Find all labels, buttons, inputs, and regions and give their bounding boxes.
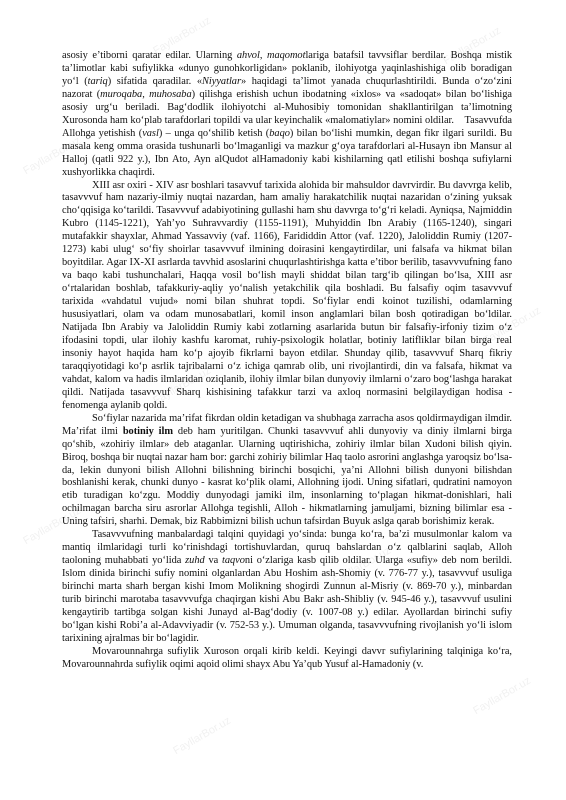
paragraph: asosiy e’tiborni qaratar edilar. Ularning ahvol, maqomotlariga batafsil tavvsiflar berdilar. Boshqa mistik ta’limotlar kabi sufiylikka «dunyo gunohkorligidan» poklanib, ilohiyotga yaqinlashishiga olib boradigan yo‘l (tariq) sifatida qaradilar. «Niyyatlar» haqidagi ta’limot yanada chuqurlashtirildi. Bunda o‘zo‘zini nazorat (muroqaba, muhosaba) qilishga erishish uchun ibodatning «ixlos» va «sadoqat» bilan bo‘lishiga asosiy urg‘u beriladi. Bag‘dodlik ilohiyotchi al-Muhosibiy tomonidan shakllantirilgan ta’limotning Xurosonda ham ko‘plab tarafdorlari topildi va ular keyinchalik «malomatiylar» nomini oldilar. Tasavvufda Allohga yetishish (vasl) – unga qo‘shilib ketish (baqo) bilan bo‘lishi mumkin, degan fikr ilgari surildi. Bu masala keng omma orasida tushunarli bo‘lmaganligi va mazkur g‘oya tarafdorlari al-Husayn ibn Mansur al Halloj (qatli 922 y.), Ibn Ato, Ayn alQudot alHamadoniy kabi kishilarning qatl etilishi boshqa sufiylarni xushyorlikka chaqirdi. <box>62 50 513 178</box>
paragraph: XIII asr oxiri - XIV asr boshlari tasavvuf tarixida alohida bir mahsuldor davrvirdir. Bu davvrga kelib, tasavvvuf ham nazariy-ilmiy nuqtai nazardan, ham amaliy harakatchilik nuqtai nazaridan o‘zining yuksak cho‘qqisiga ko‘tarildi. Tasavvvuf adabiyotining gullashi ham shu davvrga to‘g‘ri keladi. Ayniqsa, Najmiddin Kubro (1145-1221), Yah’yo Suhravvardiy (1155-1191), Muhyiddin Ibn Arabiy (1165-1240), singari mutafakkir shayxlar, Ahmad Yassavviy (vaf. 1166), Farididdin Attor (vaf. 1220), Jaloliddin Rumiy (1207-1273) kabi ulug‘ so‘fiy shoirlar tasavvvuf ilmining doirasini kengaytirdilar, uni falsafa va hikmat bilan boyitdilar. Agar IX-XI asrlarda tavvhid asoslarini chuqurlashtirishga katta e’tibor berilib, tasavvvufning fano va baqo kabi tushunchalari, Haqqa vosil bo‘lish mayli shiddat bilan targ‘ib qilingan bo‘lsa, XIII asr o‘rtalaridan boshlab, tafakkuriy-aqliy yo‘nalish yetakchilik qila boshladi. Bu falsafiy oqim tasavvvuf tarixida «vahdatul vujud» nomi bilan shuhrat topdi. So‘fiylar endi koinot tuzilishi, odamlarning hususiyatlari, olam va odam munosabatlari, komil inson anglamlari bilan bosh qotiradigan bo‘ldilar. Natijada Ibn Arabiy va Jaloliddin Rumiy kabi zotlarning asarlarida butun bir falsafiy-irfoniy tizim o‘z ifodasini topdi, ular ilohiy kashfu karomat, ruhiy-psixologik holatlar, botiniy latifliklar bilan birga real insoniy hayot haqida ham ko‘p ajoyib fikrlarni bayon etdilar. Shunday qilib, tasavvvuf Sharq fikriy taraqqiyotidagi ko‘p asrlik tajribalarni o‘z ichiga qamrab olib, uni rivojlantirdi, din va falsafa, hikmat va vahdat, kalom va hadis ilmlaridan oziqlanib, ilohiy ilmlar bilan dunyoviy ilmlarni o‘zaro bog‘lashga harakat qildi. Natijada tasavvvuf Sharq kishisining tafakkur tarzi va axloq normasini belgilaydigan hodisa - fenomenga aylanib qoldi. <box>62 179 512 411</box>
watermark: FayllarBor.uz <box>301 184 363 228</box>
watermark: FayllarBor.uz <box>151 364 213 408</box>
watermark: FayllarBor.uz <box>441 24 503 68</box>
paragraph: Movarounnahrga sufiylik Xuroson orqali kirib keldi. Keyingi davvr sufiylarining talqiniga ko‘ra, Movarounnahrda sufiylik oqimi aqoid olimi shayx Abu Ya’qub Yusuf al-Hamadoniy (v. <box>62 645 512 670</box>
watermark: FayllarBor.uz <box>481 304 543 348</box>
watermark: FayllarBor.uz <box>331 544 393 588</box>
watermark: FayllarBor.uz <box>21 134 83 178</box>
watermark: FayllarBor.uz <box>171 714 233 758</box>
watermark: FayllarBor.uz <box>151 14 213 58</box>
paragraph: Tasavvvufning manbalardagi talqini quyidagi yo‘sinda: bunga ko‘ra, ba’zi musulmonlar kalom va mantiq ilmlaridagi turli ko‘rinishdagi tortishuvlardan, quruq bahslardan o‘z qalblarini saqlab, Alloh taoloning muhabbati yo‘lida zuhd va taqvoni o‘zlariga kasb qilib oldilar. Ularga «sufiy» deb nom berildi. Islom dinida birinchi sufiy nomini olganlardan Abu Hoshim ash-Shomiy (v. 776-77 y.), tasavvvuf usuliga birinchi marta sharh bergan kishi Imom Molikning shogirdi Zunnun al-Misriy (v. 869-70 y.), minbardan turib birinchi marotaba tasavvvufga chaqirgan kishi Abu Bakr ash-Shibliy (v. 945-46 y.), tasavvvuf usulini kengaytirib tartibga solgan kishi Junayd al-Bag‘dodiy (v. 1007-08 y.) edilar. Ayollardan birinchi sufiy bo‘lgan kishi Robi’a al-Adavviyadir (v. 752-53 y.). Umuman olganda, tasavvvufning rivojlanish yo‘li islom tarixining ajralmas bir bo‘lagidir. <box>62 529 512 644</box>
watermark: FayllarBor.uz <box>471 674 533 718</box>
paragraph: So‘fiylar nazarida ma’rifat fikrdan oldin ketadigan va shubhaga zarracha asos qoldirmaydigan ilmdir. Ma’rifat ilmi botiniy ilm deb ham yuritilgan. Chunki tasavvvuf ahli dunyoviy va diniy ilmlarni birga qo‘shib, «zohiriy ilmlar» deb ataganlar. Ularning uqtirishicha, zohiriy ilmlar bilan Xudoni bilish qiyin. Biroq, boshqa bir nuqtai nazar ham bor: garchi zohiriy bilimlar Haq taolo asrorini anglashga yaroqsiz bo‘lsa-da, lekin dunyoni bilish Allohni bilishning birinchi bosqichi, ya’ni Allohni bilish dunyoni bilishdan boshlanishi kerak, chunki dunyo - kasrat ko‘plik olami, Allohning ijodi. Uning sifatlari, qudratini namoyon etib turadigan ko‘zgu. Moddiy dunyodagi jamiki ilm, insonlarning to‘plagan hikmat-donishlari, hali ochilmagan barcha siru asrorlar Allohga tegishli, Alloh - hikmatlarning jamuljami, bizning bilimlar esa - Uning tafsiri, sharhi. Demak, biz Rabbimizni bilish uchun tafsirdan Buyuk aslga qarab borishimiz kerak. <box>62 412 512 528</box>
watermark: FayllarBor.uz <box>21 504 83 548</box>
